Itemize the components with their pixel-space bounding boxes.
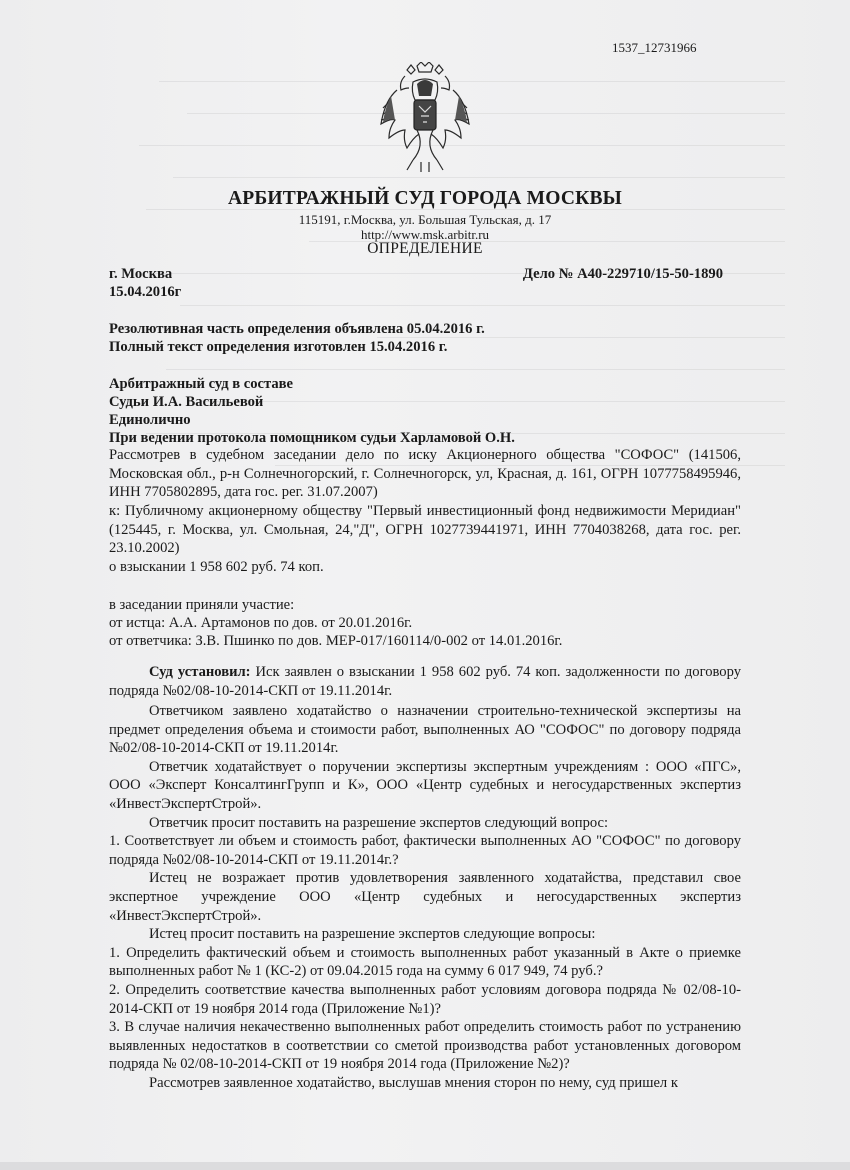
participants-title: в заседании приняли участие:: [109, 597, 295, 613]
paragraph-motion: Ответчиком заявлено ходатайство о назначении строительно-технической экспертизы на предмет определения объема и стоимости работ, выполненных АО "СОФОС" по договору подряда №02/08-10-2014-СКП от 19.11.2014г.: [109, 703, 741, 757]
paragraph-plaintiff-position: Истец не возражает против удовлетворения заявленного ходатайства, представил свое экспертное учреждение ООО «Центр судебных и негосударственных экспертиз «ИнвестЭкспертСтрой».: [109, 870, 741, 924]
coat-of-arms-emblem: [377, 62, 473, 174]
defendant-paragraph: [109, 502, 741, 558]
document-id: 1537_12731966: [612, 40, 697, 55]
document-date: 15.04.2016г: [109, 284, 182, 300]
court-established-paragraph: [109, 663, 741, 700]
established-label: Суд установил:: [149, 664, 251, 680]
sole-judge: Единолично: [109, 412, 191, 428]
paragraph-plaintiff-question-3: 3. В случае наличия некачественно выполненных работ определить стоимость работ по устранению выявленных недостатков в соответствии со сметой производства работ установленных договором подряда № 02/08-10-2014-СКП от 19 ноября 2014 года (Приложение №2)?: [109, 1019, 741, 1073]
claim-line: о взыскании 1 958 602 руб. 74 коп.: [109, 559, 324, 575]
paragraph-defendant-question-1: 1. Соответствует ли объем и стоимость работ, фактически выполненных АО "СОФОС" по договору подряда №02/08-10-2014-СКП от 19.11.2014г.?: [109, 833, 741, 868]
court-address: 115191, г.Москва, ул. Большая Тульская, д. 17: [298, 212, 552, 227]
document-type-title: ОПРЕДЕЛЕНИЕ: [367, 240, 483, 257]
clerk-line: При ведении протокола помощником судьи Харламовой О.Н.: [109, 430, 515, 446]
paragraph-defendant-question-intro: Ответчик просит поставить на разрешение экспертов следующий вопрос:: [149, 814, 609, 831]
established-text: Иск заявлен о взыскании 1 958 602 руб. 74 коп. задолженности по договору подряда №02/08-10-2014-СКП от 19.11.2014г.: [109, 664, 741, 699]
paragraph-plaintiff-question-2: 2. Определить соответствие качества выполненных работ условиям договора подряда № 02/08-10-2014-СКП от 19 ноября 2014 года (Приложение №1)?: [109, 981, 741, 1017]
court-website: http://www.msk.arbitr.ru: [360, 227, 490, 242]
judge-name: Судьи И.А. Васильевой: [109, 394, 264, 410]
full-text-announcement: Полный текст определения изготовлен 15.04.2016 г.: [109, 339, 448, 355]
case-intro-paragraph: [109, 446, 741, 502]
paragraph-plaintiff-question-1: 1. Определить фактический объем и стоимость выполненных работ указанный в Акте о приемке выполненных работ № 1 (КС-2) от 09.04.2015 года на сумму 6 017 949, 74 руб.?: [109, 944, 741, 980]
body-paragraphs: [109, 702, 741, 1092]
paragraph-expert-institutions: Ответчик ходатайствует о поручении экспертизы экспертным учреждениям : ООО «ПГС», ООО «Эксперт КонсалтингГрупп и К», ООО «Центр судебных и негосударственных экспертиз «ИнвестЭкспертСтрой».: [109, 758, 741, 812]
plaintiff-rep: от истца: А.А. Артамонов по дов. от 20.01.2016г.: [109, 615, 413, 631]
paragraph-plaintiff-questions-intro: Истец просит поставить на разрешение экспертов следующие вопросы:: [149, 926, 596, 943]
case-number: Дело № А40-229710/15-50-1890: [522, 266, 723, 282]
composition-line: Арбитражный суд в составе: [109, 376, 294, 392]
operative-part-announcement: Резолютивная часть определения объявлена 05.04.2016 г.: [109, 321, 485, 337]
defendant-rep: от ответчика: З.В. Пшинко по дов. МЕР-017/160114/0-002 от 14.01.2016г.: [109, 633, 563, 649]
court-name: АРБИТРАЖНЫЙ СУД ГОРОДА МОСКВЫ: [227, 188, 623, 209]
page-bottom-edge: [0, 1162, 850, 1170]
paragraph-court-consideration: Рассмотрев заявленное ходатайство, выслушав мнения сторон по нему, суд пришел к: [149, 1074, 678, 1091]
case-intro-text: Рассмотрев в судебном заседании дело по иску Акционерного общества "СОФОС" (141506, Московская обл., р-н Солнечногорский, г. Солнечногорск, ул, Красная, д. 161, ОГРН 1077758495946, ИНН 7705802895, дата гос. рег. 31.07.2007): [109, 447, 741, 501]
defendant-text: к: Публичному акционерному обществу "Первый инвестиционный фонд недвижимости Меридиан" (125445, г. Москва, ул. Смольная, 24,"Д", ОГРН 1027739441971, ИНН 7704038268, дата гос. рег. 23.10.2002): [109, 503, 741, 557]
city: г. Москва: [109, 266, 173, 282]
